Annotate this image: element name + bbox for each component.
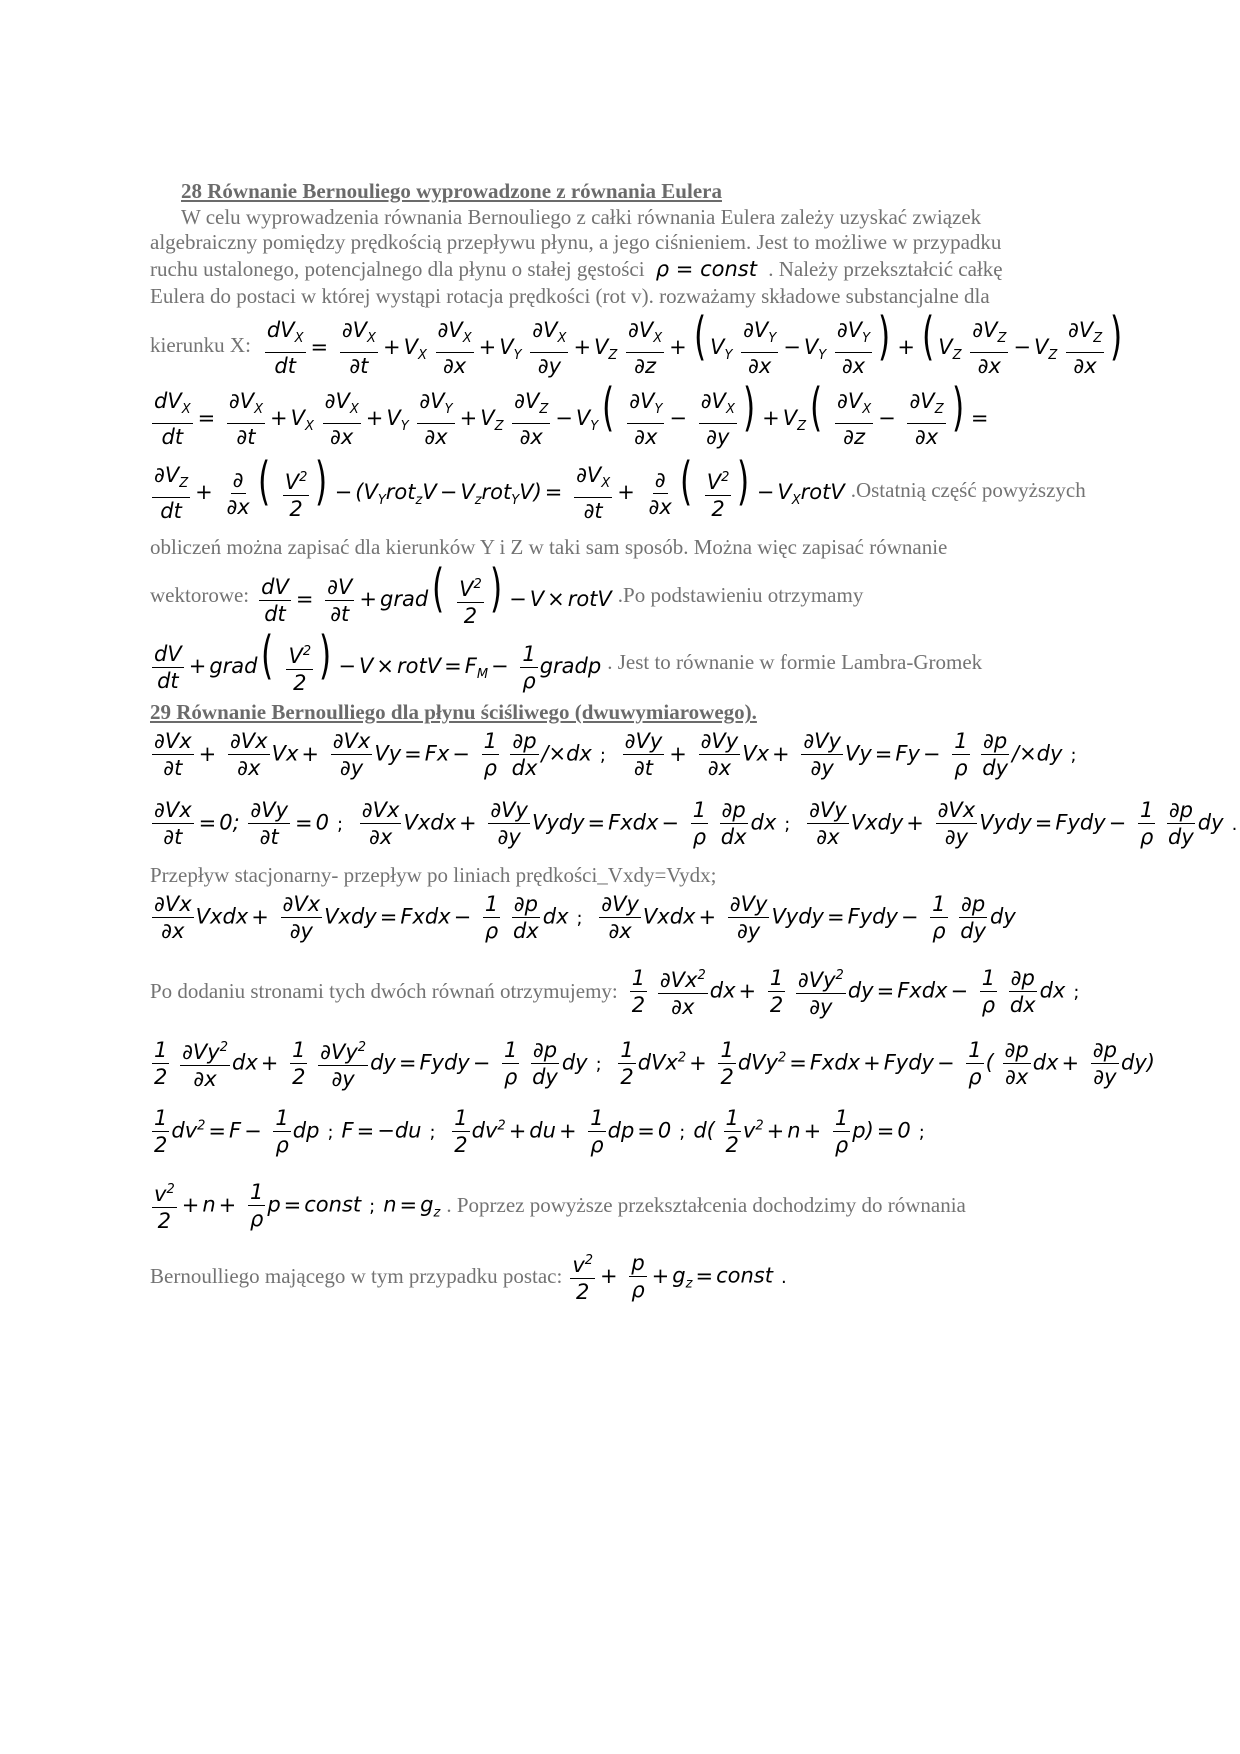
- equation-sum-y: [150, 1035, 1155, 1092]
- paragraph-line: [150, 256, 1003, 282]
- equation-x-direction: [150, 307, 1126, 379]
- paragraph-line: Eulera do postaci w której wystąpi rotacja prędkości (rot v). rozważamy składowe substancjalne dla: [150, 284, 990, 308]
- paragraph-line: W celu wyprowadzenia równania Bernouliego z całki równania Eulera zależy uzyskać związek: [181, 205, 982, 229]
- equation-rot-form: [150, 452, 1086, 524]
- math-expression: $\frac{v^2}{2}$ + n + $\frac{1}{\rho}$ p = const ; $n = g_z$: [150, 1177, 440, 1234]
- section-28-heading: 28 Równanie Bernouliego wyprowadzone z równania Eulera: [181, 179, 722, 203]
- paragraph-text: Po dodaniu stronami tych dwóch równań otrzymujemy:: [150, 979, 618, 1003]
- paragraph-line: Przepływ stacjonarny- przepływ po liniach prędkości_Vxdy=Vydx;: [150, 863, 717, 887]
- math-expression: $\frac{dV}{dt}$ + grad( $\frac{V^2}{2}$ ) − V × rotV = $F_M$ − $\frac{1}{\rho}$ gradp: [154, 626, 602, 695]
- paragraph-text: Bernoulliego mającego w tym przypadku postac:: [150, 1264, 563, 1288]
- paragraph-text: . Poprzez powyższe przekształcenia dochodzimy do równania: [446, 1193, 966, 1217]
- math-expression: $\frac{dV}{dt}$ = $\frac{\partial V}{\partial t}$ + grad( $\frac{V^2}{2}$ ) − V × rotV: [261, 559, 612, 628]
- paragraph-text: .Ostatnią część powyższych: [850, 477, 1086, 502]
- section-29-heading: 29 Równanie Bernoulliego dla płynu ściśliwego (dwuwymiarowego).: [150, 700, 757, 724]
- paragraph-text: .Po podstawieniu otrzymamy: [617, 583, 864, 608]
- equation-sum: [150, 963, 1087, 1020]
- math-expression: $\frac{\partial V_Z}{dt}$ + $\frac{\partial}{\partial x}$ ( $\frac{V^2}{2}$ ) − $(V_Yrot_zV - V_zrot_YV)$ = $\frac{\partial V_X}{\partial t}$ + $\frac{\partial}{\partial x}$ ( $\frac{V^2}{2}$ ) − $V_XrotV$: [154, 452, 845, 524]
- paragraph-text: wektorowe:: [150, 583, 250, 608]
- equation-streamline: [150, 891, 1016, 944]
- math-expression: $\frac{1}{2}$ $\frac{\partial Vx^2}{\partial x}$ dx + $\frac{1}{2}$ $\frac{\partial Vy^2}{\partial y}$ dy = Fxdx − $\frac{1}{\rho}$ $\frac{\partial p}{dx}$ dx ;: [628, 963, 1088, 1020]
- equation-lamb-gromeka: [150, 626, 983, 696]
- paragraph-text: ruchu ustalonego, potencjalnego dla płynu o stałej gęstości: [150, 257, 645, 281]
- equation-vector: [150, 559, 864, 629]
- math-expression: $\frac{1}{2}$ $\frac{\partial Vy^2}{\partial x}$ dx + $\frac{1}{2}$ $\frac{\partial Vy^2}{\partial y}$ dy = Fydy − $\frac{1}{\rho}$ $\frac{\partial p}{dy}$ dy ; $\frac{1}{2}$ dVx$^2$ + $\frac{1}{2}$ dVy$^2$ = Fxdx + Fydy − $\frac{1}{\rho}$ ( $\frac{\partial p}{\partial x}$ dx + $\frac{\partial p}{\partial y}$ dy): [150, 1035, 1155, 1092]
- paragraph-text: kierunku X:: [150, 332, 251, 357]
- inline-math: ρ = const: [655, 257, 757, 281]
- math-expression: $\frac{\partial Vx}{\partial x}$ Vxdx + $\frac{\partial Vx}{\partial y}$ Vxdy = Fxdx − $\frac{1}{\rho}$ $\frac{\partial p}{dx}$ dx ; $\frac{\partial Vy}{\partial x}$ Vxdx + $\frac{\partial Vy}{\partial y}$ Vydy = Fydy − $\frac{1}{\rho}$ $\frac{\partial p}{dy}$ dy: [154, 892, 1016, 943]
- equation-bernoulli-final: [150, 1248, 795, 1305]
- equation-x-expanded: [150, 378, 992, 450]
- math-expression: $\frac{v^2}{2}$ + $\frac{p}{\rho}$ + $g_z$ = const .: [568, 1248, 794, 1305]
- paragraph-text: . Należy przekształcić całkę: [768, 257, 1003, 281]
- paragraph-text: . Jest to równanie w formie Lambra-Gromek: [607, 650, 983, 675]
- equation-euler-2d: [150, 728, 1085, 781]
- equation-differential: [150, 1105, 933, 1158]
- equation-integral: [150, 1177, 966, 1234]
- paragraph-line: algebraiczny pomiędzy prędkością przepływu płynu, a jego ciśnieniem. Jest to możliwe w przypadku: [150, 230, 1002, 254]
- paragraph-line: obliczeń można zapisać dla kierunków Y i Z w taki sam sposób. Można więc zapisać równanie: [150, 535, 948, 559]
- math-expression: $\frac{\partial Vx}{\partial t}$ + $\frac{\partial Vx}{\partial x}$ Vx + $\frac{\partial Vx}{\partial y}$ Vy = Fx − $\frac{1}{\rho}$ $\frac{\partial p}{dx}$ /×dx ; $\frac{\partial Vy}{\partial t}$ + $\frac{\partial Vy}{\partial x}$ Vx + $\frac{\partial Vy}{\partial y}$ Vy = Fy − $\frac{1}{\rho}$ $\frac{\partial p}{dy}$ /×dy ;: [154, 729, 1077, 780]
- math-expression: $\frac{1}{2}$ $dv^2 = F$ − $\frac{1}{\rho}$ dp ; F = −du ; $\frac{1}{2}$ $dv^2$ + du + $\frac{1}{\rho}$ dp = 0 ; d( $\frac{1}{2}$ $v^2 + n$ + $\frac{1}{\rho}$ p) = 0 ;: [154, 1106, 925, 1157]
- math-expression: $\frac{dV_X}{dt}$ = $\frac{\partial V_X}{\partial t}$ + $V_X$ $\frac{\partial V_X}{\partial x}$ + $V_Y$ $\frac{\partial V_Y}{\partial x}$ + $V_Z$ $\frac{\partial V_Z}{\partial x}$ − $V_Y$( $\frac{\partial V_Y}{\partial x}$ − $\frac{\partial V_X}{\partial y}$ ) + $V_Z$( $\frac{\partial V_X}{\partial z}$ − $\frac{\partial V_Z}{\partial x}$ ) =: [154, 378, 989, 450]
- equation-stationary: [150, 797, 1240, 850]
- math-expression: $\frac{\partial Vx}{\partial t}$ = 0; $\frac{\partial Vy}{\partial t}$ = 0 ; $\frac{\partial Vx}{\partial x}$ Vxdx + $\frac{\partial Vy}{\partial y}$ Vydy = Fxdx − $\frac{1}{\rho}$ $\frac{\partial p}{dx}$ dx ; $\frac{\partial Vy}{\partial x}$ Vxdy + $\frac{\partial Vx}{\partial y}$ Vydy = Fydy − $\frac{1}{\rho}$ $\frac{\partial p}{dy}$ dy .: [154, 798, 1238, 849]
- math-expression: $\frac{dV_X}{dt}$ = $\frac{\partial V_X}{\partial t}$ + $V_X$ $\frac{\partial V_X}{\partial x}$ + $V_Y$ $\frac{\partial V_X}{\partial y}$ + $V_Z$ $\frac{\partial V_X}{\partial z}$ + ( $V_Y$ $\frac{\partial V_Y}{\partial x}$ − $V_Y$ $\frac{\partial V_Y}{\partial x}$ ) + ( $V_Z$ $\frac{\partial V_Z}{\partial x}$ − $V_Z$ $\frac{\partial V_Z}{\partial x}$ ): [266, 307, 1123, 379]
